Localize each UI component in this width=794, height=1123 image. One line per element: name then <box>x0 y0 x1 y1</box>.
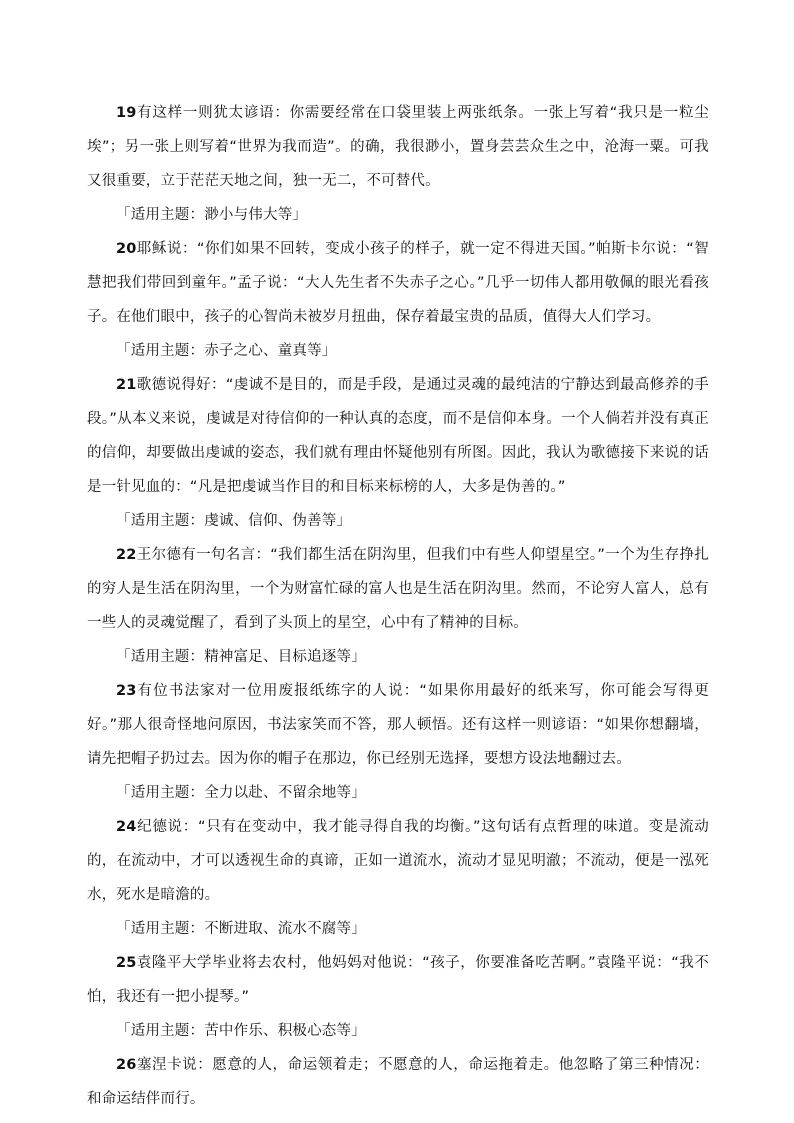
quote-entry-24 <box>87 810 709 912</box>
entry-number: 25 <box>116 955 137 971</box>
entry-text: 袁隆平大学毕业将去农村，他妈妈对他说：“孩子，你要准备吃苦啊。”袁隆平说：“我不怕，我还有一把小提琴。” <box>87 955 709 1005</box>
entry-text: 有位书法家对一位用废报纸练字的人说：“如果你用最好的纸来写，你可能会写得更好。”那人很奇怪地问原因，书法家笑而不答，那人顿悟。还有这样一则谚语：“如果你想翻墙，请先把帽子扔过去。因为你的帽子在那边，你已经别无选择，要想方设法地翻过去。 <box>87 683 709 767</box>
entry-text: 歌德说得好：“虔诚不是目的，而是手段，是通过灵魂的最纯洁的宁静达到最高修养的手段。”从本义来说，虔诚是对待信仰的一种认真的态度，而不是信仰本身。一个人倘若并没有真正的信仰，却要做出虔诚的姿态，我们就有理由怀疑他别有所图。因此，我认为歌德接下来说的话是一针见血的：“凡是把虔诚当作目的和目标来标榜的人，大多是伪善的。” <box>87 377 709 495</box>
document-body <box>87 96 709 1116</box>
entry-number: 22 <box>116 547 137 563</box>
theme-label: 「适用主题：精神富足、目标追逐等」 <box>116 649 366 665</box>
quote-entry-22 <box>87 538 709 640</box>
entry-number: 23 <box>116 683 137 699</box>
entry-text: 有这样一则犹太谚语：你需要经常在口袋里装上两张纸条。一张上写着“我只是一粒尘埃”；另一张上则写着“世界为我而造”。的确，我很渺小，置身芸芸众生之中，沧海一粟。可我又很重要，立于茫茫天地之间，独一无二，不可替代。 <box>87 105 709 189</box>
quote-entry-21 <box>87 368 709 504</box>
entry-text: 塞涅卡说：愿意的人，命运领着走；不愿意的人，命运拖着走。他忽略了第三种情况：和命运结伴而行。 <box>87 1057 709 1107</box>
theme-label: 「适用主题：赤子之心、童真等」 <box>116 343 337 359</box>
entry-number: 24 <box>116 819 137 835</box>
theme-label: 「适用主题：虔诚、信仰、伪善等」 <box>116 513 352 529</box>
theme-label: 「适用主题：不断进取、流水不腐等」 <box>116 921 366 937</box>
theme-label: 「适用主题：全力以赴、不留余地等」 <box>116 785 366 801</box>
quote-entry-20 <box>87 232 709 334</box>
entry-text: 耶稣说：“你们如果不回转，变成小孩子的样子，就一定不得进天国。”帕斯卡尔说：“智慧把我们带回到童年。”孟子说：“大人先生者不失赤子之心。”几乎一切伟人都用敬佩的眼光看孩子。在他们眼中，孩子的心智尚未被岁月扭曲，保存着最宝贵的品质，值得大人们学习。 <box>87 241 709 325</box>
quote-entry-26 <box>87 1048 709 1116</box>
quote-entry-23 <box>87 674 709 776</box>
entry-text: 王尔德有一句名言：“我们都生活在阴沟里，但我们中有些人仰望星空。”一个为生存挣扎的穷人是生活在阴沟里，一个为财富忙碌的富人也是生活在阴沟里。然而，不论穷人富人，总有一些人的灵魂觉醒了，看到了头顶上的星空，心中有了精神的目标。 <box>87 547 709 631</box>
quote-entry-25 <box>87 946 709 1014</box>
entry-number: 20 <box>116 241 137 257</box>
theme-label: 「适用主题：苦中作乐、积极心态等」 <box>116 1023 366 1039</box>
quote-entry-19 <box>87 96 709 198</box>
entry-number: 21 <box>116 377 137 393</box>
entry-text: 纪德说：“只有在变动中，我才能寻得自我的均衡。”这句话有点哲理的味道。变是流动的，在流动中，才可以透视生命的真谛，正如一道流水，流动才显见明澈；不流动，便是一泓死水，死水是暗澹的。 <box>87 819 709 903</box>
entry-number: 26 <box>116 1057 137 1073</box>
entry-number: 19 <box>116 105 137 121</box>
theme-label: 「适用主题：渺小与伟大等」 <box>116 207 308 223</box>
